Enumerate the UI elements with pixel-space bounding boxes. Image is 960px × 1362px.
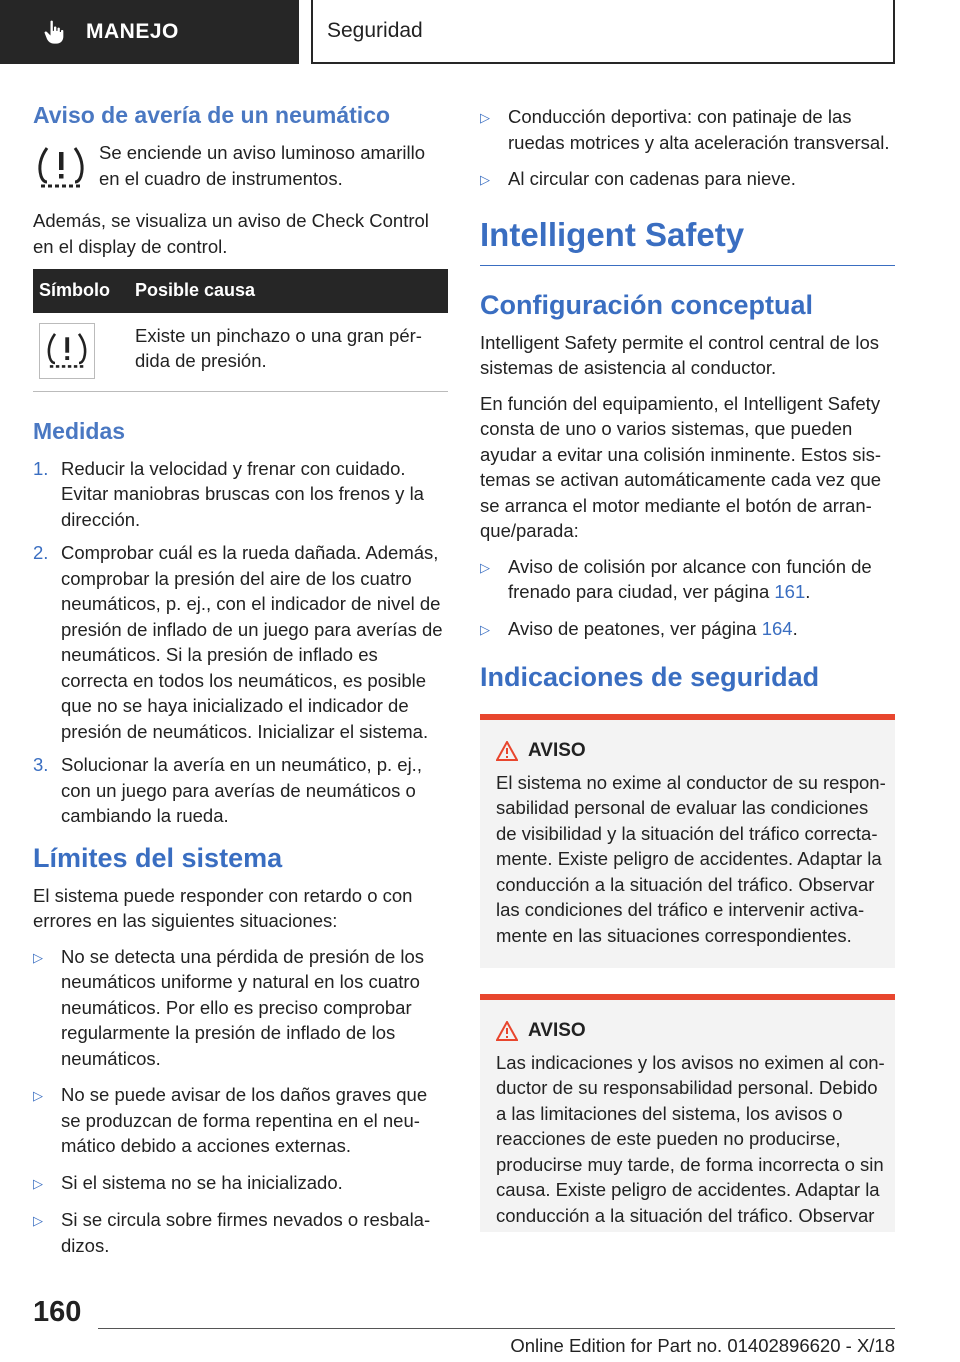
bullet-triangle-icon: ▷ [480, 559, 490, 575]
measures-list [33, 456, 448, 829]
symbol-cell [33, 313, 129, 392]
safety-title: Indicaciones de seguridad [480, 662, 820, 692]
bullet-triangle-icon: ▷ [33, 1088, 43, 1103]
step-number: 1. [33, 457, 49, 479]
warning-light-text: Se enciende un aviso luminoso amarillo en el cuadro de instrumentos. [99, 142, 425, 189]
warning-triangle-icon [496, 1021, 518, 1041]
bullet-text: No se detecta una pérdida de presión de los neumáticos uniforme y natural en los cuatro neumáticos. Por ello es preciso comprobar regularmente la presión de inflado de los neumáticos. [61, 945, 425, 1069]
page-number: 160 [33, 1296, 82, 1328]
list-item [33, 1082, 448, 1159]
chapter-header [311, 0, 895, 64]
notice-1-title: AVISO [528, 740, 586, 761]
bullet-text: Al circular con cadenas para nieve. [508, 168, 796, 189]
list-item [480, 166, 895, 193]
symbol-header: Símbolo [33, 269, 129, 313]
hand-icon [40, 18, 68, 46]
tire-pressure-warning-icon [33, 140, 89, 196]
systems-list [480, 554, 895, 643]
list-item: ▷ Aviso de peatones, ver página 164. [480, 616, 895, 643]
section-tab [0, 0, 299, 64]
concept-title: Configuración conceptual [480, 289, 814, 320]
bullet-text: Conducción deportiva: con patinaje de las ruedas motrices y alta aceleración transversal. [508, 106, 890, 153]
concept-paragraph-1: Intelligent Safety permite el control central de los sistemas de asistencia al conductor. [480, 331, 879, 378]
list-item: ▷ Aviso de colisión por alcance con función de frenado para ciudad, ver página 161. [480, 554, 895, 605]
edition-text: Online Edition for Part no. 01402896620 - X/18 [510, 1335, 895, 1356]
step-number: 3. [33, 754, 49, 775]
warning-triangle-icon [496, 741, 518, 761]
bullet-triangle-icon: ▷ [33, 1175, 43, 1191]
page-link-164[interactable]: 164 [761, 617, 793, 639]
intelligent-safety-title: Intelligent Safety [480, 213, 895, 266]
cause-header: Posible causa [129, 269, 448, 313]
measures-title: Medidas [33, 417, 126, 444]
bullet-text: No se puede avisar de los daños graves que se produzcan de forma repentina en el neumático debido a acciones externas. [61, 1084, 428, 1156]
warning-notice-1 [480, 714, 895, 968]
bullet-triangle-icon: ▷ [480, 110, 490, 125]
chapter-label: Seguridad [327, 19, 423, 42]
step-number: 2. [33, 542, 49, 563]
limits-title: Límites del sistema [33, 842, 283, 873]
tire-warning-title: Aviso de avería de un neumático [33, 102, 391, 128]
warning-notice-2 [480, 994, 895, 1232]
warning-light-row [33, 140, 448, 196]
notice-2-title: AVISO [528, 1020, 586, 1041]
list-item [33, 456, 448, 533]
step-text: Comprobar cuál es la rueda dañada. Además, comprobar la presión del aire de los cuatro neumáticos, p. ej., con el indicador de nivel de presión de inflado de un juego para averías de neumáticos. Si la presión de inflado es correcta en todos los neumáticos, es posible que no se haya inicializado el indicador de presión de neumáticos. Inicializar el sistema. [61, 542, 443, 742]
list-item [33, 1207, 448, 1258]
concept-paragraph-2: En función del equipamiento, el Intelligent Safety consta de uno o varios sistemas, que pueden ayudar a evitar una colisión inminente. Estos sistemas se activan automáticamente cada vez que se arranca el motor mediante el botón de arranque/parada: [480, 392, 882, 541]
right-column [480, 104, 895, 1248]
list-item [33, 752, 448, 829]
tire-pressure-icon [39, 323, 95, 379]
page-link-161[interactable]: 161 [774, 581, 806, 602]
cause-cell: Existe un pinchazo o una gran pérdida de presión. [129, 313, 448, 392]
bullet-triangle-icon: ▷ [33, 949, 43, 965]
list-item [33, 1170, 448, 1197]
step-text: Reducir la velocidad y frenar con cuidado. Evitar maniobras bruscas con los frenos y la dirección. [61, 457, 424, 530]
limits-list-continued [480, 104, 895, 193]
bullet-triangle-icon: ▷ [480, 172, 490, 187]
limits-intro: El sistema puede responder con retardo o con errores en las siguientes situaciones: [33, 884, 413, 931]
list-item [33, 944, 448, 1072]
bullet-text: Si se circula sobre firmes nevados o resbaladizos. [61, 1209, 431, 1256]
left-column [33, 100, 448, 1269]
bullet-text: Si el sistema no se ha inicializado. [61, 1171, 343, 1193]
bullet-triangle-icon: ▷ [33, 1213, 43, 1228]
list-item [480, 104, 895, 155]
table-row [33, 313, 448, 392]
notice-1-text: El sistema no exime al conductor de su responsabilidad personal de evaluar las condiciones de visibilidad y la situación del tráfico correctamente. Existe peligro de accidentes. Adaptar la conducción a la situación del tráfico. Observar las condiciones del tráfico e intervenir activamente en las situaciones correspondientes. [496, 771, 886, 946]
check-control-text: Además, se visualiza un aviso de Check Control en el display de control. [33, 210, 429, 257]
bullet-triangle-icon: ▷ [480, 621, 490, 637]
limits-list [33, 944, 448, 1259]
notice-2-text: Las indicaciones y los avisos no eximen al conductor de su responsabilidad personal. Debido a las limitaciones del sistema, los avisos o reacciones de este pueden no producirse, producirse muy tarde, de forma incorrecta o sin causa. Existe peligro de accidentes. Adaptar la conducción a la situación del tráfico. Observar [496, 1051, 885, 1226]
section-label: MANEJO [86, 20, 179, 43]
list-item [33, 540, 448, 744]
step-text: Solucionar la avería en un neumático, p. ej., con un juego para averías de neumáticos o cambiando la rueda. [61, 754, 422, 826]
footer-divider [98, 1328, 895, 1329]
symbol-table [33, 269, 448, 392]
